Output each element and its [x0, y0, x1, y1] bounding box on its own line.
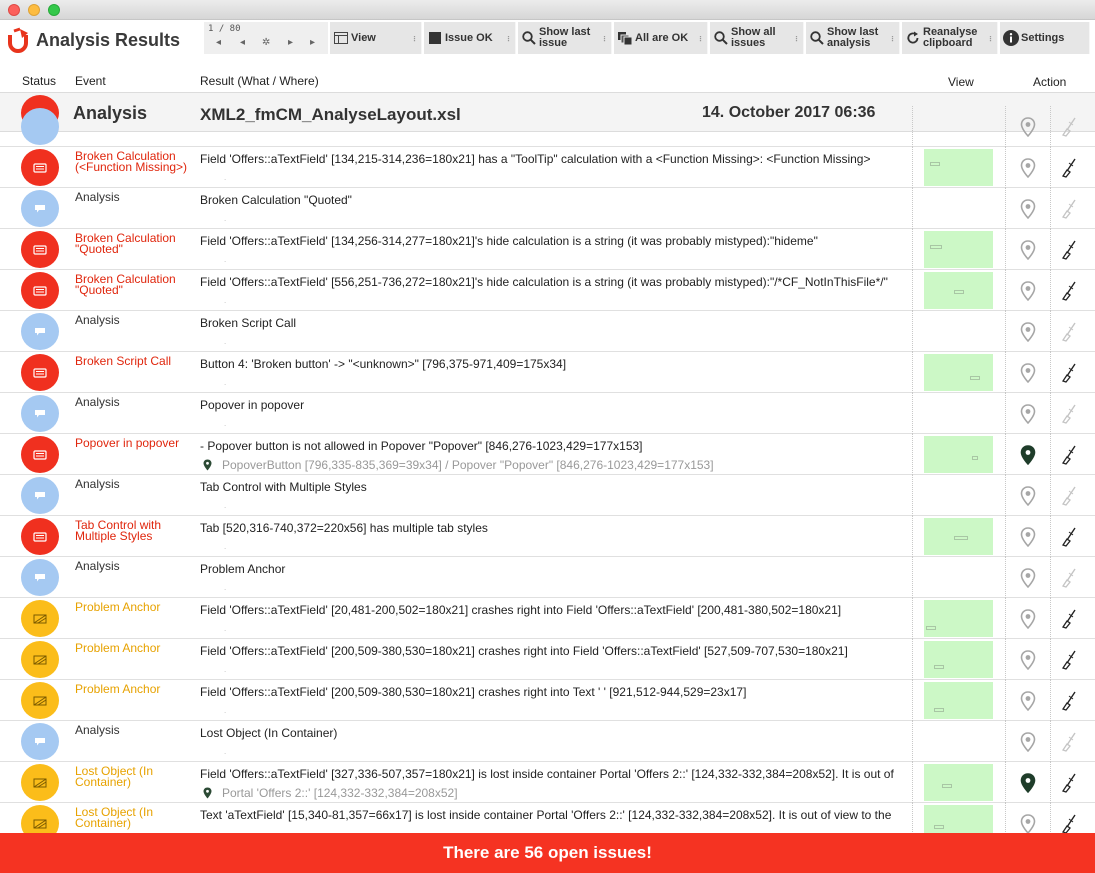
- brush-icon[interactable]: [1061, 486, 1079, 506]
- result-row[interactable]: [0, 598, 1095, 639]
- open-issues-message: There are 56 open issues!: [443, 843, 652, 862]
- location-placeholder: .: [224, 296, 227, 305]
- window-titlebar: [0, 0, 1095, 20]
- location-placeholder: .: [224, 583, 227, 592]
- result-text: Field 'Offers::aTextField' [556,251-736,272=180x21]'s hide calculation is a string (it was probably mistyped):"/*CF_NotInThisFile*/": [200, 275, 888, 289]
- status-info-icon: [21, 559, 59, 596]
- show-last-issue-button[interactable]: Show last issue ⋮: [518, 22, 612, 54]
- event-label: Tab Control with Multiple Styles: [75, 518, 162, 543]
- location-pin-icon[interactable]: [1020, 281, 1036, 301]
- status-error-icon: [21, 436, 59, 473]
- location-pin-icon[interactable]: [1020, 773, 1036, 793]
- location-pin-icon: [203, 459, 212, 471]
- location-pin-icon[interactable]: [1020, 240, 1036, 260]
- info-icon: [1004, 31, 1018, 45]
- result-text: Broken Script Call: [200, 316, 297, 330]
- issue-ok-button[interactable]: Issue OK ⋮: [424, 22, 516, 54]
- results-list: [0, 132, 1095, 830]
- location-pin-icon[interactable]: [1020, 527, 1036, 547]
- show-all-issues-label: Show all issues: [731, 26, 776, 49]
- location-pin-icon[interactable]: [1020, 691, 1036, 711]
- status-error-icon: [21, 518, 59, 555]
- event-label: Broken Calculation "Quoted": [75, 231, 176, 256]
- brush-icon[interactable]: [1061, 814, 1079, 834]
- layout-thumbnail[interactable]: [924, 231, 993, 268]
- view-button[interactable]: View ⋮: [330, 22, 422, 54]
- location-pin-icon[interactable]: [1020, 732, 1036, 752]
- result-location[interactable]: [200, 458, 900, 472]
- result-text: Text 'aTextField' [15,340-81,357=66x17] is lost inside container Portal 'Offers 2::' [124,332-332,384=208x52]. It is out of view to the: [200, 808, 892, 822]
- location-placeholder: .: [224, 255, 227, 264]
- event-label: Analysis: [75, 395, 120, 409]
- show-last-analysis-label: Show last analysis: [827, 26, 879, 49]
- location-pin-icon[interactable]: [1020, 158, 1036, 178]
- stack-icon: [618, 31, 632, 45]
- location-pin-icon[interactable]: [1020, 199, 1036, 219]
- settings-button[interactable]: [1000, 22, 1090, 54]
- location-placeholder: .: [224, 501, 227, 510]
- event-label: Lost Object (In Container): [75, 805, 154, 830]
- brush-icon[interactable]: [1061, 773, 1079, 793]
- location-pin-icon[interactable]: [1020, 445, 1036, 465]
- location-pin-icon[interactable]: [1020, 650, 1036, 670]
- column-header-action[interactable]: Action: [1033, 75, 1067, 89]
- brush-icon[interactable]: [1061, 568, 1079, 588]
- status-warning-icon: [21, 682, 59, 719]
- event-label: Problem Anchor: [75, 682, 161, 696]
- event-label: Broken Script Call: [75, 354, 172, 368]
- reload-icon: [906, 31, 920, 45]
- toolbar: [0, 20, 1095, 56]
- status-info-icon: [21, 313, 59, 350]
- square-icon: [428, 31, 442, 45]
- layout-thumbnail[interactable]: [924, 354, 993, 391]
- location-text: Portal 'Offers 2::' [124,332-332,384=208x52]: [222, 786, 458, 800]
- brush-icon[interactable]: [1061, 691, 1079, 711]
- status-warning-icon: [21, 764, 59, 801]
- result-row[interactable]: [0, 434, 1095, 475]
- all-are-ok-label: All are OK: [635, 31, 689, 44]
- location-pin-icon[interactable]: [1020, 486, 1036, 506]
- brush-icon[interactable]: [1061, 158, 1079, 178]
- result-row[interactable]: [0, 762, 1095, 803]
- result-row-partial[interactable]: [0, 106, 1095, 147]
- status-warning-icon: [21, 600, 59, 637]
- result-row[interactable]: [0, 475, 1095, 516]
- location-placeholder: .: [224, 706, 227, 715]
- open-issues-banner: [0, 833, 1095, 873]
- issue-ok-label: Issue OK: [445, 31, 493, 44]
- event-label: Analysis: [75, 559, 120, 573]
- status-warning-icon: [21, 641, 59, 678]
- status-error-icon: [21, 354, 59, 391]
- zoom-window-button[interactable]: [48, 4, 60, 16]
- layout-thumbnail[interactable]: [924, 682, 993, 719]
- location-placeholder: .: [224, 173, 227, 182]
- brush-icon[interactable]: [1061, 732, 1079, 752]
- layout-thumbnail[interactable]: [924, 764, 993, 801]
- page-title: Analysis Results: [36, 30, 181, 50]
- location-pin-icon[interactable]: [1020, 322, 1036, 342]
- status-error-icon: [21, 272, 59, 309]
- location-pin-icon[interactable]: [1020, 568, 1036, 588]
- result-row[interactable]: [0, 229, 1095, 270]
- location-pin-icon[interactable]: [1020, 609, 1036, 629]
- result-text: Field 'Offers::aTextField' [327,336-507,357=180x21] is lost inside container Portal 'Offers 2::' [124,332-332,384=208x52]. It is out of: [200, 767, 894, 781]
- location-pin-icon[interactable]: [1020, 814, 1036, 834]
- last-record-icon[interactable]: ▸: [310, 37, 316, 48]
- result-text: Lost Object (In Container): [200, 726, 338, 740]
- previous-record-icon[interactable]: ◂: [240, 37, 246, 48]
- event-label: Analysis: [75, 477, 120, 491]
- brush-icon[interactable]: [1061, 650, 1079, 670]
- layout-thumbnail[interactable]: [924, 436, 993, 473]
- record-pager: [204, 22, 328, 54]
- show-last-analysis-button[interactable]: Show last analysis ⋮: [806, 22, 900, 54]
- all-are-ok-button[interactable]: All are OK ⋮: [614, 22, 708, 54]
- status-info-icon: [21, 190, 59, 227]
- view-button-label: View: [351, 31, 376, 44]
- result-row[interactable]: [0, 680, 1095, 721]
- result-row[interactable]: [0, 516, 1095, 557]
- location-placeholder: .: [224, 337, 227, 346]
- status-error-icon: [21, 149, 59, 186]
- event-label: Analysis: [75, 190, 120, 204]
- result-row[interactable]: [0, 557, 1095, 598]
- analysis-label: Analysis: [73, 103, 148, 123]
- close-window-button[interactable]: [8, 4, 20, 16]
- gear-icon[interactable]: ✲: [262, 37, 271, 48]
- column-header-status[interactable]: Status: [22, 74, 57, 88]
- show-last-issue-label: Show last issue: [539, 26, 591, 49]
- layout-icon: [334, 31, 348, 45]
- location-placeholder: .: [224, 419, 227, 428]
- first-record-icon[interactable]: ◂: [216, 37, 222, 48]
- result-text: Tab Control with Multiple Styles: [200, 480, 367, 494]
- brush-icon[interactable]: [1061, 281, 1079, 301]
- result-text: Popover in popover: [200, 398, 305, 412]
- event-label: Lost Object (In Container): [75, 764, 154, 789]
- layout-thumbnail[interactable]: [924, 641, 993, 678]
- brush-icon[interactable]: [1061, 322, 1079, 342]
- layout-thumbnail[interactable]: [924, 518, 993, 555]
- show-all-issues-button[interactable]: Show all issues ⋮: [710, 22, 804, 54]
- brush-icon[interactable]: [1061, 199, 1079, 219]
- location-pin-icon[interactable]: [1020, 117, 1036, 137]
- location-placeholder: .: [224, 624, 227, 633]
- result-row[interactable]: [0, 311, 1095, 352]
- event-label: Analysis: [75, 313, 120, 327]
- result-text: - Popover button is not allowed in Popover "Popover" [846,276-1023,429=177x153]: [200, 439, 643, 453]
- location-placeholder: .: [224, 378, 227, 387]
- result-text: Broken Calculation "Quoted": [200, 193, 352, 207]
- location-text: PopoverButton [796,335-835,369=39x34] / Popover "Popover" [846,276-1023,429=177x153]: [222, 458, 714, 472]
- result-text: Field 'Offers::aTextField' [200,509-380,530=180x21] crashes right into Text ' ' [921,512-944,529=23x17]: [200, 685, 747, 699]
- app-logo-icon: [6, 27, 30, 53]
- location-pin-icon: [203, 787, 212, 799]
- magnifier-icon: [810, 31, 824, 45]
- location-pin-icon[interactable]: [1020, 404, 1036, 424]
- brush-icon[interactable]: [1061, 609, 1079, 629]
- layout-thumbnail[interactable]: [924, 600, 993, 637]
- location-placeholder: .: [224, 214, 227, 223]
- result-location[interactable]: [200, 786, 900, 800]
- event-label: Analysis: [75, 723, 120, 737]
- location-placeholder: .: [224, 665, 227, 674]
- brush-icon[interactable]: [1061, 404, 1079, 424]
- brush-icon[interactable]: [1061, 117, 1079, 137]
- magnifier-icon: [522, 31, 536, 45]
- location-placeholder: .: [224, 747, 227, 756]
- reanalyse-clipboard-label: Reanalyse clipboard: [923, 26, 978, 49]
- event-label: Broken Calculation (<Function Missing>): [75, 149, 188, 174]
- reanalyse-clipboard-button[interactable]: Reanalyse clipboard ⋮: [902, 22, 998, 54]
- analysis-date: 14. October 2017 06:36: [702, 104, 876, 121]
- result-text: Problem Anchor: [200, 562, 286, 576]
- result-row[interactable]: [0, 721, 1095, 762]
- location-placeholder: .: [224, 542, 227, 551]
- magnifier-icon: [714, 31, 728, 45]
- analysis-file-name: XML2_fmCM_AnalyseLayout.xsl: [200, 105, 461, 124]
- result-row[interactable]: [0, 639, 1095, 680]
- result-row[interactable]: [0, 188, 1095, 229]
- brush-icon[interactable]: [1061, 240, 1079, 260]
- result-row[interactable]: [0, 393, 1095, 434]
- result-text: Button 4: 'Broken button' -> "<unknown>" [796,375-971,409=175x34]: [200, 357, 567, 371]
- next-record-icon[interactable]: ▸: [288, 37, 294, 48]
- result-text: Tab [520,316-740,372=220x56] has multiple tab styles: [200, 521, 488, 535]
- status-info-icon: [21, 723, 59, 760]
- result-text: Field 'Offers::aTextField' [200,509-380,530=180x21] crashes right into Field 'Offers::aTextField' [527,509-707,530=180x21]: [200, 644, 848, 658]
- event-label: Broken Calculation "Quoted": [75, 272, 176, 297]
- result-row[interactable]: [0, 352, 1095, 393]
- layout-thumbnail[interactable]: [924, 149, 993, 186]
- status-info-icon: [21, 108, 59, 145]
- event-label: Problem Anchor: [75, 641, 161, 655]
- result-row[interactable]: [0, 147, 1095, 188]
- status-info-icon: [21, 477, 59, 514]
- status-error-icon: [21, 231, 59, 268]
- event-label: Problem Anchor: [75, 600, 161, 614]
- brush-icon[interactable]: [1061, 445, 1079, 465]
- brush-icon[interactable]: [1061, 363, 1079, 383]
- location-pin-icon[interactable]: [1020, 363, 1036, 383]
- column-header-result[interactable]: Result (What / Where): [200, 74, 319, 88]
- event-label: Popover in popover: [75, 436, 180, 450]
- result-row[interactable]: [0, 270, 1095, 311]
- column-header-event[interactable]: Event: [75, 74, 106, 88]
- minimize-window-button[interactable]: [28, 4, 40, 16]
- settings-label: Settings: [1021, 31, 1065, 44]
- brush-icon[interactable]: [1061, 527, 1079, 547]
- layout-thumbnail[interactable]: [924, 272, 993, 309]
- column-header-view[interactable]: View: [948, 75, 974, 89]
- result-text: Field 'Offers::aTextField' [134,215-314,236=180x21] has a "ToolTip" calculation with a <Function Missing>: <Function Missing>: [200, 152, 871, 166]
- result-text: Field 'Offers::aTextField' [20,481-200,502=180x21] crashes right into Field 'Offers::aTextField' [200,481-380,502=180x21]: [200, 603, 842, 617]
- status-info-icon: [21, 395, 59, 432]
- result-text: Field 'Offers::aTextField' [134,256-314,277=180x21]'s hide calculation is a string (it was probably mistyped):"hideme": [200, 234, 818, 248]
- record-counter: 1 / 80: [208, 24, 241, 34]
